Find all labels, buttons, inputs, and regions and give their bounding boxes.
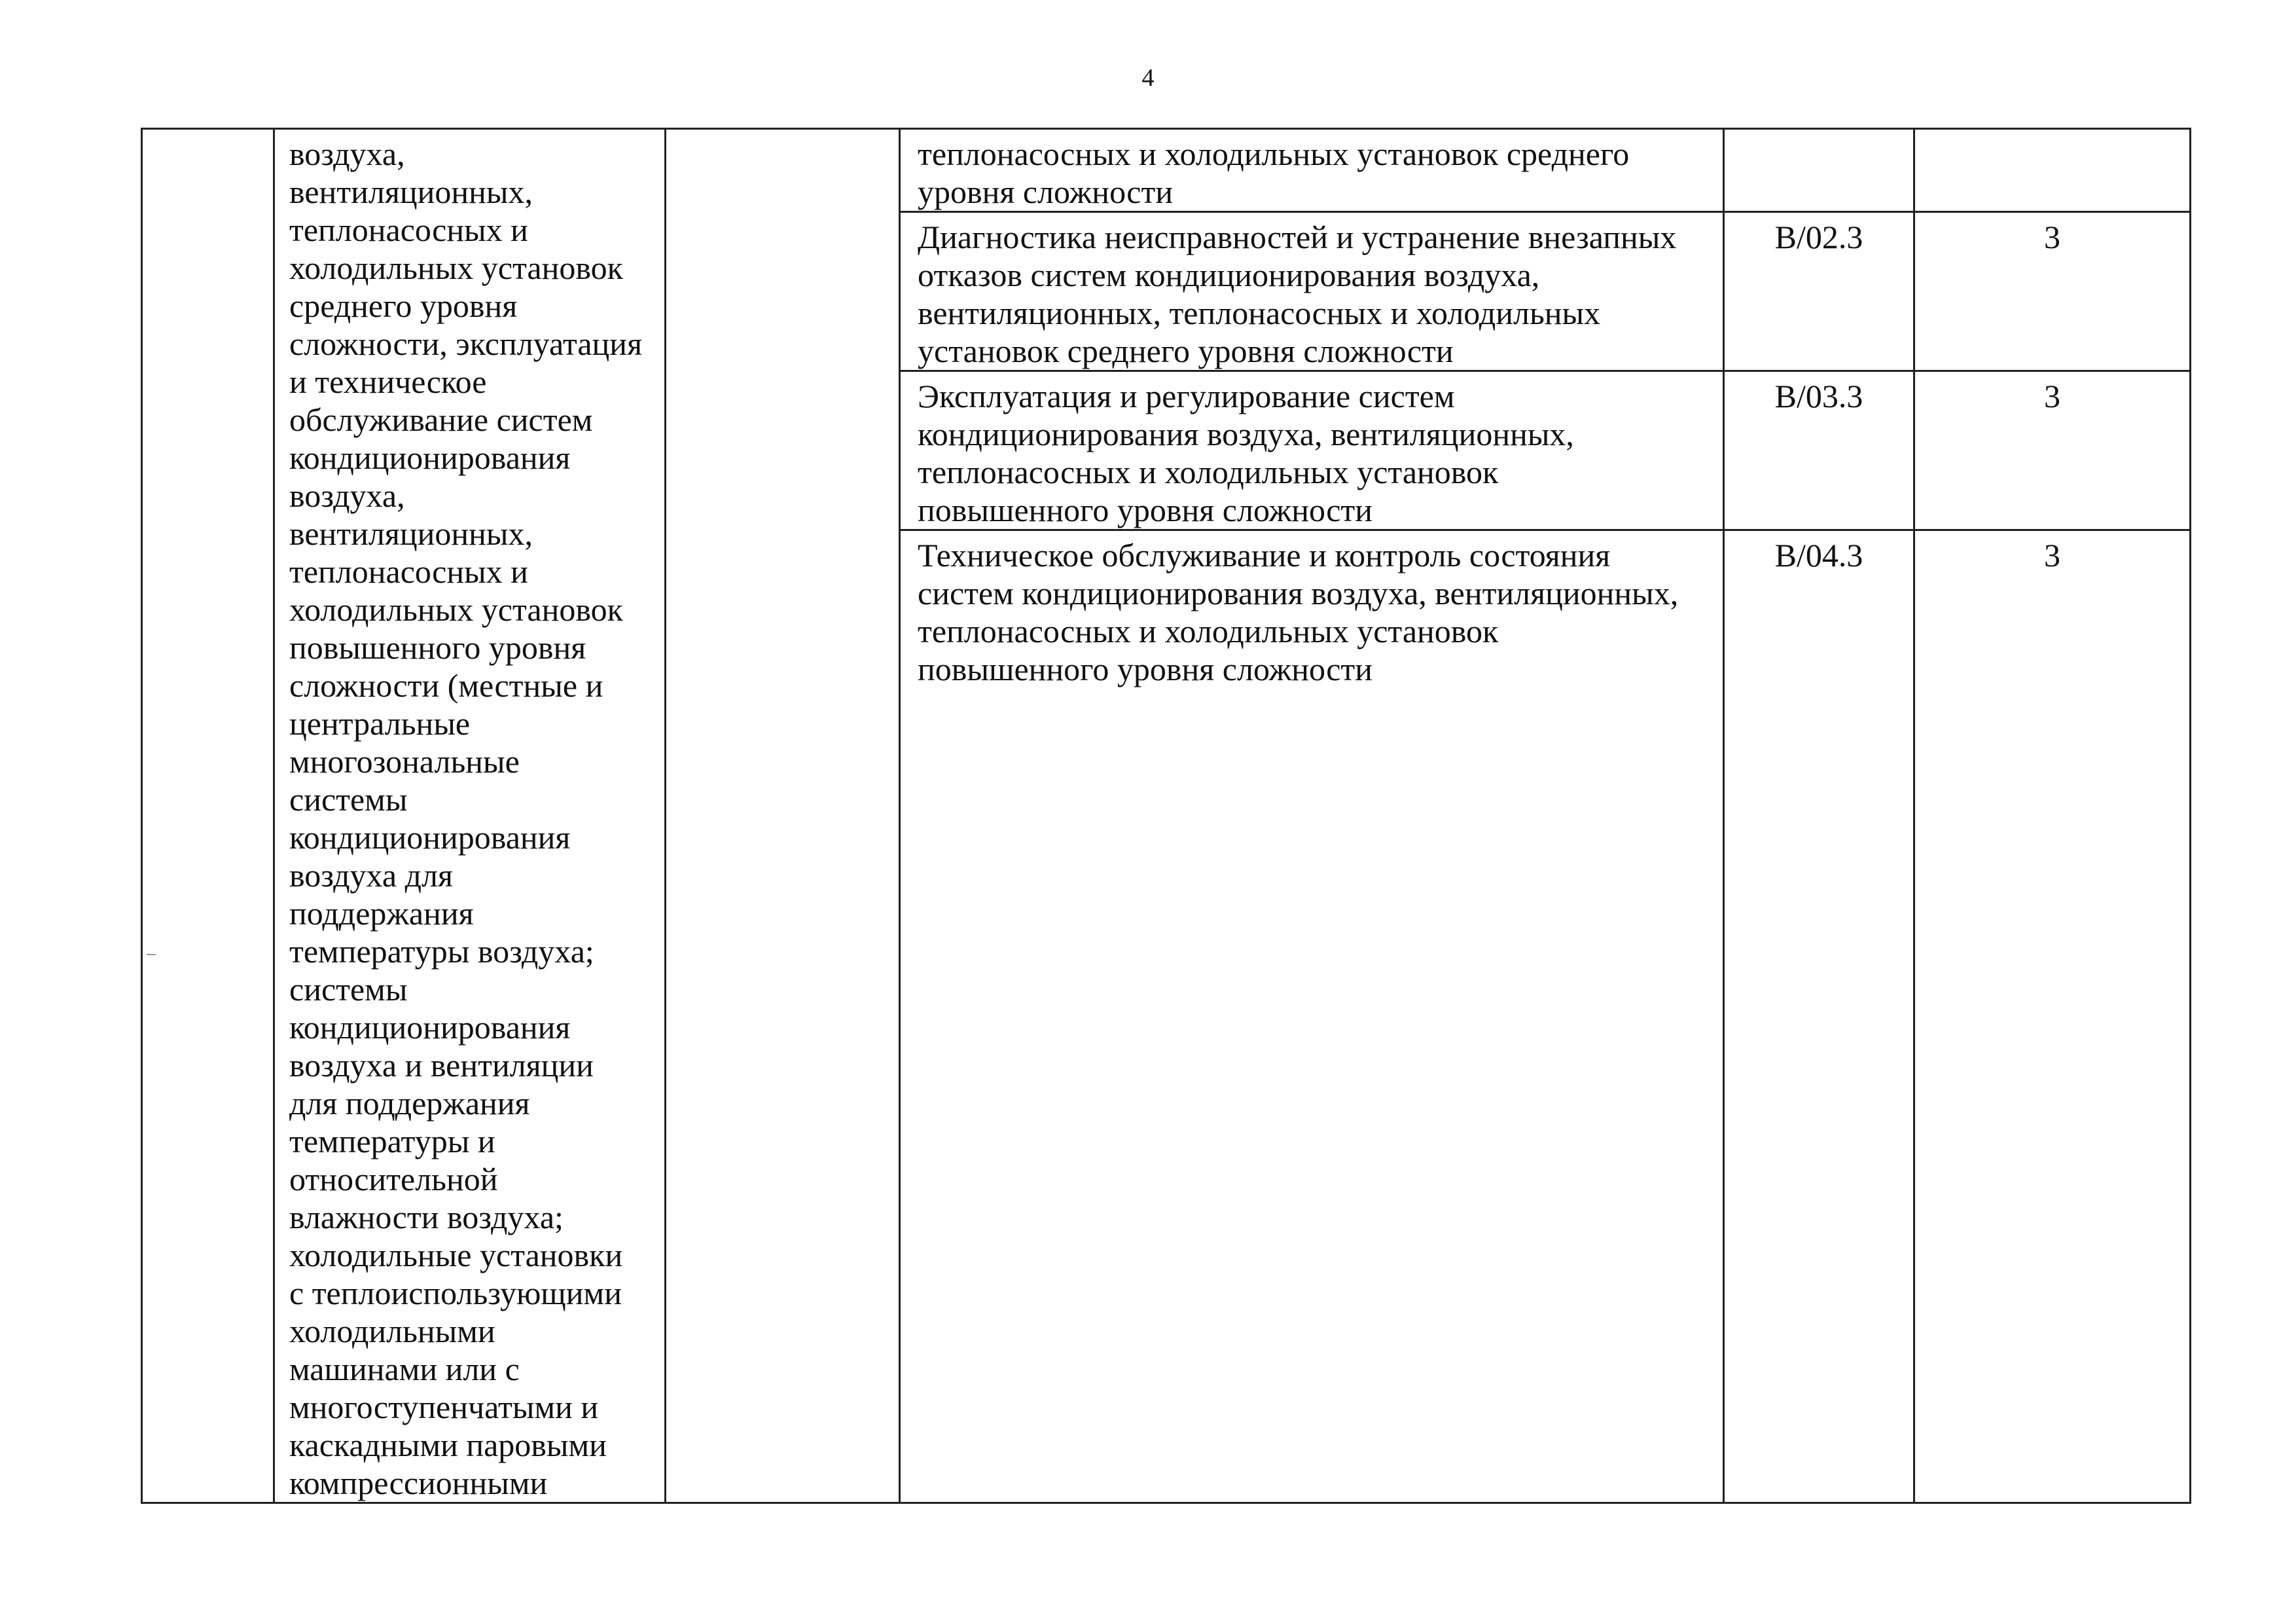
function-group-description: воздуха, вентиляционных, теплонасосных и холодильных установок среднего уровня сложности, эксплуатация и техническое обслуживание систем кондиционирования воздуха, вентиляционных, теплонасосных и холодильных установок повышенного уровня сложности (местные и центральные многозональные системы кондиционирования воздуха для поддержания температуры воздуха; системы кондиционирования воздуха и вентиляции для поддержания температуры и относительной влажности воздуха; холодильные установки с теплоиспользующими холодильными машинами или с многоступенчатыми и каскадными паровыми компрессионными	[289, 136, 643, 1501]
qualification-level	[1915, 130, 2189, 135]
qualification-level-cell	[1914, 129, 2191, 212]
qualification-level-cell	[1914, 371, 2191, 530]
function-description-cell	[900, 129, 1724, 212]
function-code-cell	[1724, 129, 1914, 212]
qualification-level-cell	[1914, 212, 2191, 371]
function-description: Диагностика неисправностей и устранение внезапных отказов систем кондиционирования воздуха, вентиляционных, теплонасосных и холодильных установок среднего уровня сложности	[918, 219, 1677, 369]
function-description: Техническое обслуживание и контроль состояния систем кондиционирования воздуха, вентиляционных, теплонасосных и холодильных установок повышенного уровня сложности	[918, 537, 1679, 687]
qualification-level: 3	[2044, 378, 2060, 414]
page-number: 4	[1141, 64, 1155, 92]
function-code-cell	[1724, 212, 1914, 371]
qualification-level: 3	[2044, 537, 2060, 574]
function-description: Эксплуатация и регулирование систем кондиционирования воздуха, вентиляционных, теплонасосных и холодильных установок повышенного уровня сложности	[918, 378, 1574, 528]
qualification-level: 3	[2044, 219, 2060, 255]
function-code-cell	[1724, 530, 1914, 1503]
function-description-cell	[900, 530, 1724, 1503]
function-code-cell	[1724, 371, 1914, 530]
function-description: теплонасосных и холодильных установок среднего уровня сложности	[918, 136, 1630, 210]
qualification-level-cell	[1914, 530, 2191, 1503]
function-code	[1725, 130, 1913, 135]
function-description-cell	[900, 371, 1724, 530]
function-code: B/02.3	[1774, 219, 1863, 255]
empty-col-3-cell	[666, 129, 900, 1503]
scan-artifact-mark	[147, 954, 156, 955]
function-description-cell	[900, 212, 1724, 371]
function-code: B/04.3	[1774, 537, 1863, 574]
empty-col-1-cell	[142, 129, 274, 1503]
function-group-description-cell	[274, 129, 666, 1503]
function-code: B/03.3	[1774, 378, 1863, 414]
functions-table	[141, 128, 2191, 1504]
table-row	[142, 129, 2191, 212]
